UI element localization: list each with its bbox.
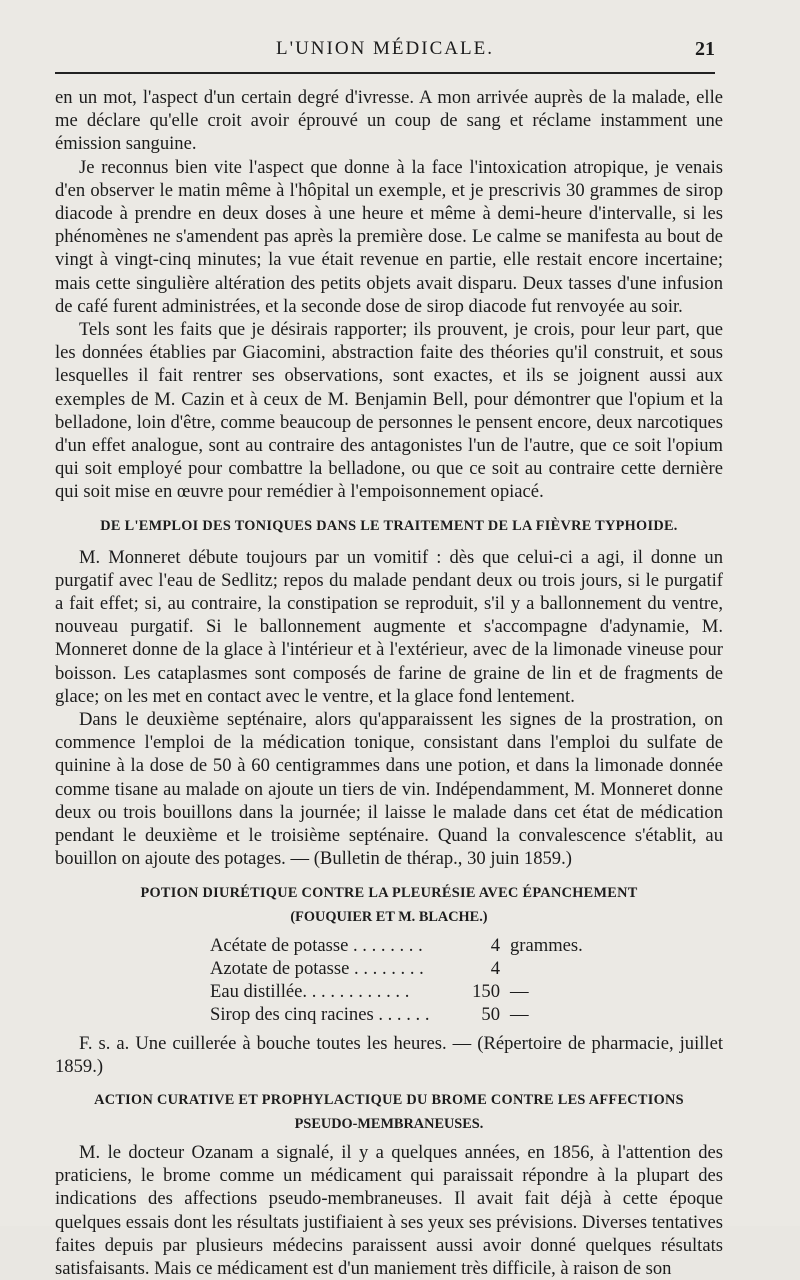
paragraph: M. Monneret débute toujours par un vomitif : dès que celui-ci a agi, il donne un purgatif avec l'eau de Sedlitz; repos du malade pendant deux ou trois jours, si le purgatif a fait effet; si, au contraire, la constipation se reproduit, s'il y a ballonnement du ventre, nouveau purgatif. Si le ballonnement augmente et s'accompagne d'adynamie, M. Monneret donne de la glace à l'intérieur et à l'extérieur, avec de la limonade vineuse pour boisson. Les cataplasmes sont composés de farine de graine de lin et de fragments de glace; on les met en contact avec le ventre, et la glace fond lentement.: [55, 546, 723, 707]
recipe-note: F. s. a. Une cuillerée à bouche toutes les heures. — (Répertoire de pharmacie, juillet 1859.): [55, 1032, 723, 1077]
unit: grammes.: [510, 934, 583, 956]
ingredient: Acétate de potasse . . . . . . . .: [210, 934, 423, 956]
running-title: L'UNION MÉDICALE.: [276, 38, 494, 59]
paragraph: [55, 708, 723, 870]
unit: [500, 957, 510, 980]
ingredient: Sirop des cinq racines . . . . . .: [210, 1003, 430, 1025]
quantity: 150: [472, 980, 500, 1002]
ingredient: Azotate de potasse . . . . . . . .: [210, 957, 424, 979]
section-heading: ACTION CURATIVE ET PROPHYLACTIQUE DU BROME CONTRE LES AFFECTIONS: [94, 1091, 684, 1108]
paragraph: M. le docteur Ozanam a signalé, il y a quelques années, en 1856, à l'attention des praticiens, le brome comme un médicament qui paraissait répondre à la plupart des indications des affections pseudo-membraneuses. Il avait fait déjà à cette époque quelques essais dont les résultats justifiaient à ses yeux ses prévisions. Diverses tentatives faites depuis par plusieurs médecins paraissent aussi avoir donné quelques résultats satisfaisants. Mais ce médicament est d'un maniement très difficile, à raison de son: [55, 1141, 723, 1279]
header-rule: [55, 72, 715, 74]
unit: —: [510, 1003, 529, 1025]
paragraph-text: Dans le deuxième septénaire, alors qu'apparaissent les signes de la prostration, on commence l'emploi de la médication tonique, consistant dans l'emploi du sulfate de quinine à la dose de 50 à 60 centigrammes dans une potion, et dans la limonade donnée comme tisane au malade on ajoute un tiers de vin. Indépendamment, M. Monneret donne deux ou trois bouillons dans la journée; il laisse le malade dans cet état de médication pendant le deuxième et le troisième septénaire. Quand la convalescence s'établit, au bouillon on ajoute des potages.: [55, 709, 723, 870]
section-subheading: (FOUQUIER ET M. BLACHE.): [290, 908, 488, 925]
quantity: 4: [490, 957, 500, 979]
page-header: [55, 38, 715, 68]
section-heading: POTION DIURÉTIQUE CONTRE LA PLEURÉSIE AVEC ÉPANCHEMENT: [140, 884, 638, 901]
citation: — (Bulletin de thérap., 30 juin 1859.): [290, 848, 572, 870]
paragraph: en un mot, l'aspect d'un certain degré d'ivresse. A mon arrivée auprès de la malade, elle me déclare qu'elle croit avoir éprouvé un coup de sang et réclame instamment une émission sanguine.: [55, 87, 723, 155]
body-text: [55, 86, 723, 1280]
recipe-list: [210, 934, 723, 1026]
paragraph: Je reconnus bien vite l'aspect que donne à la face l'intoxication atropique, je venais d'en observer le matin même à l'hôpital un exemple, et je prescrivis 30 grammes de sirop diacode à prendre en deux doses à une heure et même à demi-heure d'intervalle, si les phénomènes ne s'amendent pas après la première dose. Le calme se manifesta au bout de vingt à vingt-cinq minutes; la vue était revenue en partie, elle restait encore incertaine; mais cette singulière altération des petits objets avait disparu. Deux tasses d'une infusion de café furent administrées, et la seconde dose de sirop diacode fut renvoyée au soir.: [55, 156, 723, 317]
page-number: 21: [695, 38, 715, 60]
quantity: 4: [490, 934, 500, 956]
unit: —: [510, 980, 529, 1002]
recipe-row: [210, 1003, 723, 1026]
ingredient: Eau distillée. . . . . . . . . . . .: [210, 980, 410, 1002]
section-heading: DE L'EMPLOI DES TONIQUES DANS LE TRAITEMENT DE LA FIÈVRE TYPHOIDE.: [100, 517, 678, 534]
quantity: 50: [481, 1003, 500, 1025]
recipe-row: [210, 934, 723, 957]
recipe-row: [210, 980, 723, 1003]
paragraph: Tels sont les faits que je désirais rapporter; ils prouvent, je crois, pour leur part, que les données établies par Giacomini, abstraction faite des théories qu'il construit, et sous lesquelles il fait rentrer ses observations, sont exactes, et ils se joignent aussi aux exemples de M. Cazin et à ceux de M. Benjamin Bell, pour démontrer que l'opium et la belladone, loin d'être, comme beaucoup de personnes le pensent encore, deux narcotiques d'un effet analogue, sont au contraire des antagonistes l'un de l'autre, que ce soit l'opium qui soit employé pour combattre la belladone, ou que ce soit au contraire cette dernière qui soit mise en œuvre pour remédier à l'empoisonnement opiacé.: [55, 319, 723, 503]
recipe-row: [210, 957, 723, 980]
section-subheading: PSEUDO-MEMBRANEUSES.: [294, 1115, 484, 1132]
